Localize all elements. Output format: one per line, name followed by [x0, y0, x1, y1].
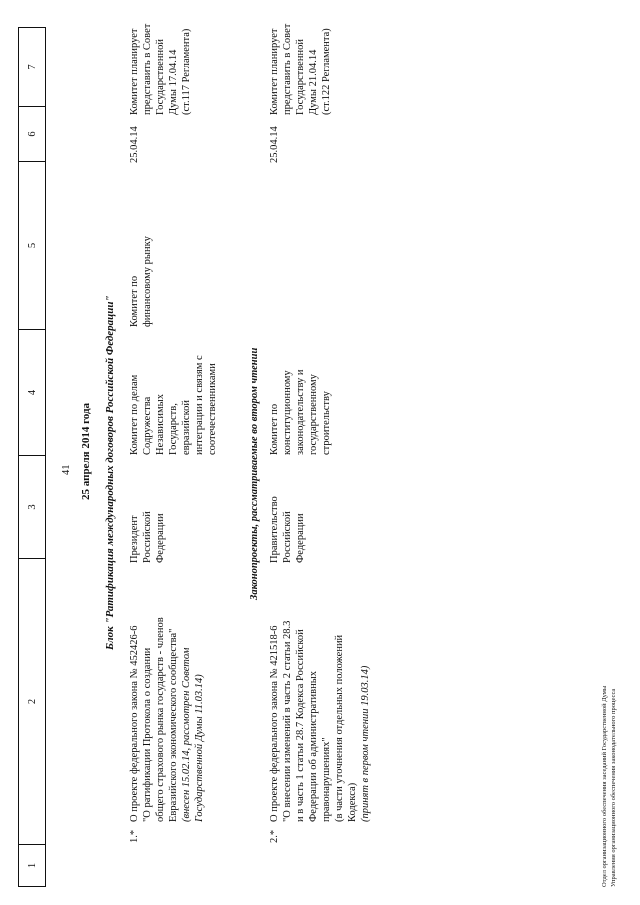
bill-title-line: Кодекса)	[347, 782, 358, 822]
remark-line: представить в Совет	[282, 23, 293, 115]
initiator-line: Российской	[142, 511, 153, 563]
section-heading: Законопроекты, рассматриваемые во втором чтении	[249, 347, 260, 600]
committee-line: законодательству и	[295, 369, 306, 455]
bill-title-line: "О ратификации Протокола о создании	[142, 647, 153, 822]
bill-note-line: Государственной Думы 11.03.14)	[194, 674, 205, 822]
co-committee-line: финансовому рынку	[142, 236, 153, 327]
bill-title-line: правонарушениях"	[321, 737, 332, 822]
remark-line: Государственной	[155, 39, 166, 115]
remark-line: Думы 21.04.14	[308, 49, 319, 115]
committee-line: строительству	[321, 391, 332, 455]
bill-title-line: Федерации об административных	[308, 670, 319, 822]
page-number: 41	[61, 464, 72, 475]
committee-line: государственному	[308, 374, 319, 455]
bill-title-line: общего страхового рынка государств - членов	[155, 617, 166, 822]
remark-line: Государственной	[295, 39, 306, 115]
remark-line: Комитет планирует	[269, 28, 280, 115]
date-cell: 25.04.14	[129, 126, 140, 163]
footer	[600, 686, 618, 887]
remark-line: (ст.117 Регламента)	[181, 28, 192, 115]
committee-line: Содружества	[142, 396, 153, 455]
committee-line: соотечественниками	[207, 363, 218, 455]
initiator-line: Федерации	[155, 513, 166, 563]
footer-line: Управления организационного обеспечения законодательного процесса	[610, 688, 617, 887]
block-heading: Блок "Ратификация международных договоров Российской Федерации"	[104, 295, 116, 650]
committee-line: Комитет по делам	[129, 374, 140, 455]
column-number: 6	[19, 106, 45, 161]
column-number: 5	[19, 161, 45, 329]
initiator-line: Федерации	[295, 513, 306, 563]
initiator-line: Президент	[129, 515, 140, 563]
committee-line: конституционному	[282, 370, 293, 455]
bill-title-line: "О внесении изменений в часть 2 статьи 28.3	[282, 620, 293, 822]
remark-line: Думы 17.04.14	[168, 49, 179, 115]
initiator-line: Правительство	[269, 496, 280, 563]
bill-note-line: (принят в первом чтении 19.03.14)	[360, 665, 371, 822]
committee-line: Комитет по	[269, 403, 280, 455]
row-number: 1.*	[129, 829, 140, 843]
bill-title-line: и в часть 1 статьи 28.7 Кодекса Российской	[295, 629, 306, 822]
bill-title-line: О проекте федерального закона № 452426-6	[129, 625, 140, 822]
column-number-header	[18, 27, 46, 887]
remark-line: представить в Совет	[142, 23, 153, 115]
date-heading: 25 апреля 2014 года	[80, 402, 92, 500]
footer-line: Отдел организационного обеспечения заседаний Государственной Думы	[601, 685, 608, 887]
committee-line: интеграции и связям с	[194, 355, 205, 455]
bill-title-line: (в части уточнения отдельных положений	[334, 634, 345, 822]
remark-line: Комитет планирует	[129, 28, 140, 115]
column-number: 2	[19, 558, 45, 844]
committee-line: евразийской	[181, 399, 192, 455]
bill-note-line: (внесен 15.02.14, рассмотрен Советом	[181, 647, 192, 822]
column-number: 4	[19, 329, 45, 455]
column-number: 7	[26, 64, 38, 70]
remark-line: (ст.122 Регламента)	[321, 28, 332, 115]
bill-title-line: Евразийского экономического сообщества"	[168, 628, 179, 822]
date-cell: 25.04.14	[269, 126, 280, 163]
column-number: 1	[19, 844, 45, 886]
initiator-line: Российской	[282, 511, 293, 563]
bill-title-line: О проекте федерального закона № 421518-6	[269, 625, 280, 822]
committee-line: Государств,	[168, 403, 179, 455]
row-number: 2.*	[269, 829, 280, 843]
committee-line: Независимых	[155, 394, 166, 455]
column-number: 3	[19, 455, 45, 558]
co-committee-line: Комитет по	[129, 275, 140, 327]
